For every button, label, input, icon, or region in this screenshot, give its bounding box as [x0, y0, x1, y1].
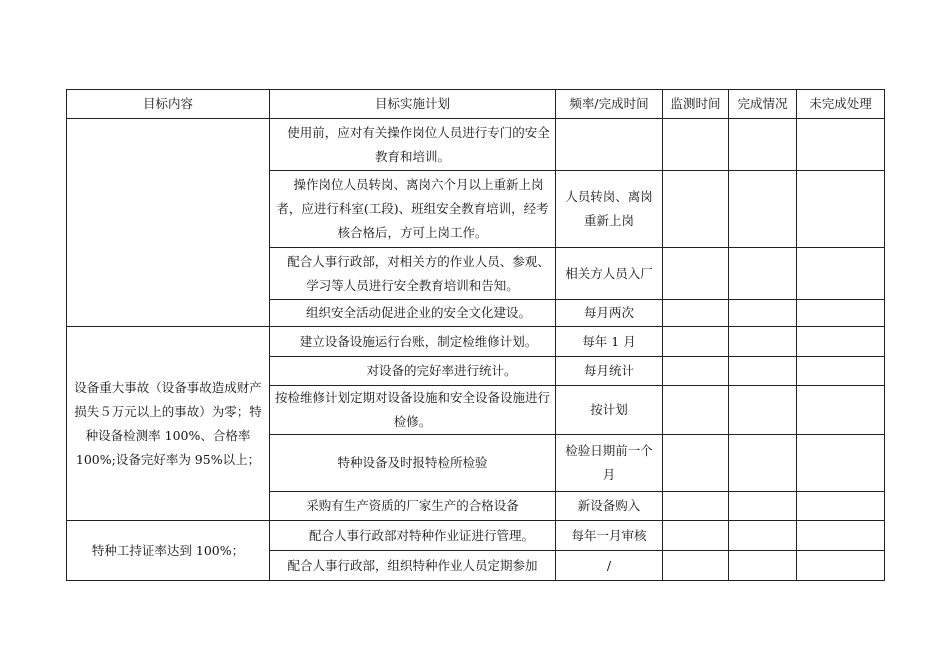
- frequency-cell: [556, 119, 663, 171]
- unfinished-cell: [797, 386, 885, 435]
- unfinished-cell: [797, 551, 885, 581]
- frequency-cell: 检验日期前一个月: [556, 435, 663, 492]
- status-cell: [729, 357, 797, 386]
- monitor-cell: [663, 386, 729, 435]
- status-cell: [729, 119, 797, 171]
- unfinished-cell: [797, 248, 885, 300]
- unfinished-cell: [797, 327, 885, 357]
- status-cell: [729, 171, 797, 248]
- frequency-cell: 每月两次: [556, 300, 663, 327]
- goal-cell: 设备重大事故（设备事故造成财产损失５万元以上的事故）为零；特种设备检测率 100%、合格率100%;设备完好率为 95%以上；: [67, 327, 270, 521]
- table-row: [67, 521, 885, 551]
- monitor-cell: [663, 357, 729, 386]
- monitor-cell: [663, 119, 729, 171]
- frequency-cell: 新设备购入: [556, 492, 663, 521]
- monitor-cell: [663, 521, 729, 551]
- unfinished-cell: [797, 300, 885, 327]
- header-status: 完成情况: [729, 90, 797, 119]
- plan-cell: 特种设备及时报特检所检验: [270, 435, 556, 492]
- header-goal: 目标内容: [67, 90, 270, 119]
- monitor-cell: [663, 171, 729, 248]
- header-unfinished: 未完成处理: [797, 90, 885, 119]
- monitor-cell: [663, 248, 729, 300]
- safety-plan-table: [66, 89, 885, 581]
- unfinished-cell: [797, 521, 885, 551]
- monitor-cell: [663, 300, 729, 327]
- plan-cell: 按检维修计划定期对设备设施和安全设备设施进行检修。: [270, 386, 556, 435]
- status-cell: [729, 492, 797, 521]
- plan-cell: 对设备的完好率进行统计。: [270, 357, 556, 386]
- frequency-cell: 每年一月审核: [556, 521, 663, 551]
- table-row: [67, 119, 885, 171]
- unfinished-cell: [797, 435, 885, 492]
- frequency-cell: /: [556, 551, 663, 581]
- unfinished-cell: [797, 492, 885, 521]
- goal-cell: [67, 119, 270, 327]
- unfinished-cell: [797, 357, 885, 386]
- status-cell: [729, 386, 797, 435]
- plan-cell: 操作岗位人员转岗、离岗六个月以上重新上岗者，应进行科室(工段)、班组安全教育培训，经考核合格后，方可上岗工作。: [270, 171, 556, 248]
- monitor-cell: [663, 435, 729, 492]
- status-cell: [729, 521, 797, 551]
- status-cell: [729, 327, 797, 357]
- status-cell: [729, 300, 797, 327]
- plan-cell: 采购有生产资质的厂家生产的合格设备: [270, 492, 556, 521]
- header-monitor: 监测时间: [663, 90, 729, 119]
- goal-cell: 特种工持证率达到 100%；: [67, 521, 270, 581]
- status-cell: [729, 435, 797, 492]
- frequency-cell: 按计划: [556, 386, 663, 435]
- plan-cell: 配合人事行政部，对相关方的作业人员、参观、学习等人员进行安全教育培训和告知。: [270, 248, 556, 300]
- plan-cell: 配合人事行政部对特种作业证进行管理。: [270, 521, 556, 551]
- unfinished-cell: [797, 119, 885, 171]
- frequency-cell: 相关方人员入厂: [556, 248, 663, 300]
- monitor-cell: [663, 492, 729, 521]
- plan-cell: 配合人事行政部，组织特种作业人员定期参加: [270, 551, 556, 581]
- header-plan: 目标实施计划: [270, 90, 556, 119]
- status-cell: [729, 248, 797, 300]
- monitor-cell: [663, 327, 729, 357]
- status-cell: [729, 551, 797, 581]
- unfinished-cell: [797, 171, 885, 248]
- frequency-cell: 每年 1 月: [556, 327, 663, 357]
- table-row: [67, 327, 885, 357]
- monitor-cell: [663, 551, 729, 581]
- plan-cell: 建立设备设施运行台账，制定检维修计划。: [270, 327, 556, 357]
- frequency-cell: 每月统计: [556, 357, 663, 386]
- plan-cell: 使用前，应对有关操作岗位人员进行专门的安全教育和培训。: [270, 119, 556, 171]
- frequency-cell: 人员转岗、离岗重新上岗: [556, 171, 663, 248]
- plan-cell: 组织安全活动促进企业的安全文化建设。: [270, 300, 556, 327]
- header-row: [67, 90, 885, 119]
- header-frequency: 频率/完成时间: [556, 90, 663, 119]
